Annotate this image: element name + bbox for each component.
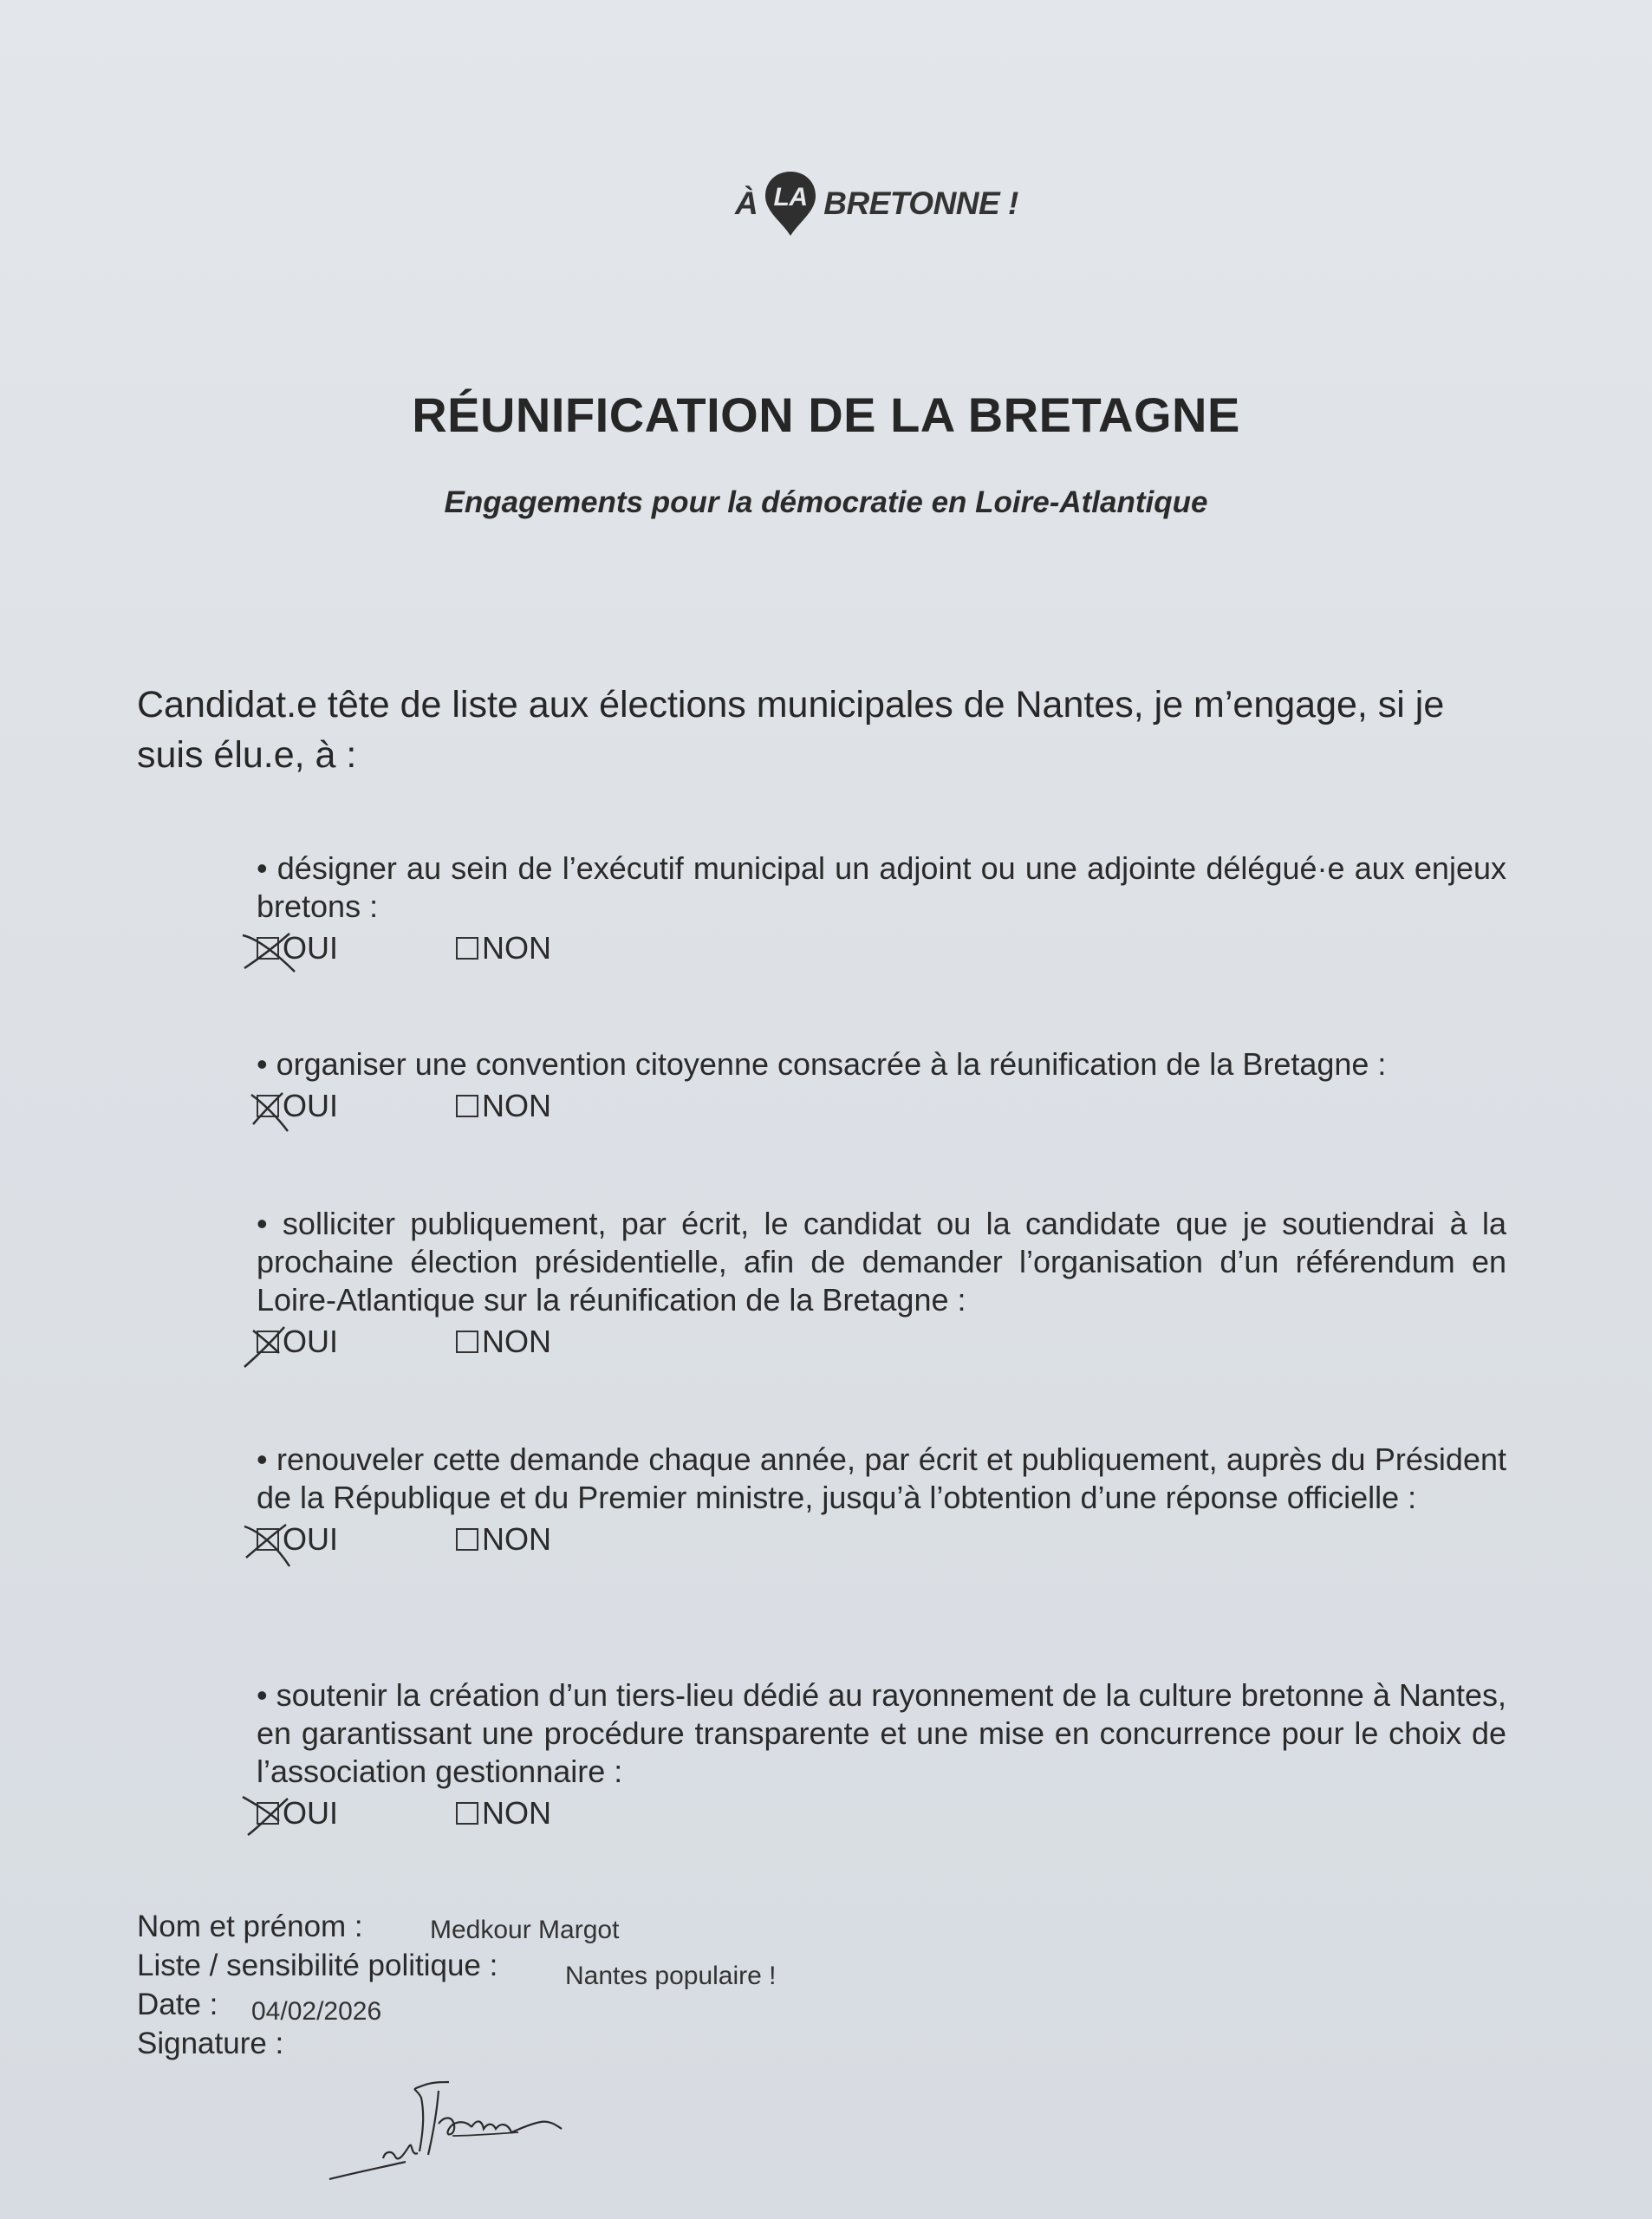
- page-title: RÉUNIFICATION DE LA BRETAGNE: [412, 387, 1240, 442]
- oui-label: OUI: [283, 1521, 339, 1557]
- non-checkbox[interactable]: [456, 1528, 478, 1551]
- oui-option[interactable]: [257, 1794, 456, 1832]
- brand-logo: [735, 170, 1018, 238]
- list-value[interactable]: Nantes populaire !: [565, 1962, 777, 1990]
- logo-pin-text: LA: [773, 183, 808, 211]
- oui-checkbox[interactable]: [257, 1802, 279, 1825]
- non-checkbox[interactable]: [456, 1095, 478, 1117]
- logo-suffix: BRETONNE !: [823, 185, 1018, 221]
- non-option[interactable]: [456, 1323, 551, 1361]
- cross-mark-icon: [241, 1084, 302, 1133]
- handwritten-signature: [322, 2072, 582, 2193]
- commitment-item: [257, 1045, 1506, 1127]
- name-value[interactable]: Medkour Margot: [430, 1916, 620, 1944]
- signature-label: Signature :: [137, 2027, 284, 2060]
- oui-label: OUI: [283, 1088, 339, 1123]
- candidate-fields: [137, 1907, 1264, 2063]
- answer-options: [257, 1085, 1506, 1127]
- logo-prefix: À: [735, 185, 758, 221]
- commitment-item: [257, 849, 1506, 969]
- oui-label: OUI: [283, 1795, 339, 1831]
- intro-paragraph: Candidat.e tête de liste aux élections municipales de Nantes, je m’engage, si je suis élu.e, à :: [137, 684, 1445, 776]
- page-subtitle: Engagements pour la démocratie en Loire-Atlantique: [444, 485, 1208, 519]
- date-label: Date :: [137, 1988, 218, 2021]
- commitment-text: • soutenir la création d’un tiers-lieu dédié au rayonnement de la culture bretonne à Nantes, en garantissant une procédure transparente et une mise en concurrence pour le choix de l’association gestionnaire :: [257, 1677, 1506, 1789]
- oui-label: OUI: [283, 930, 339, 966]
- non-checkbox[interactable]: [456, 937, 478, 960]
- signature-row: [137, 2024, 1264, 2063]
- commitment-item: [257, 1676, 1506, 1834]
- answer-options: [257, 1321, 1506, 1363]
- non-label: NON: [482, 1088, 551, 1123]
- oui-checkbox[interactable]: [257, 1528, 279, 1551]
- cross-mark-icon: [241, 1518, 302, 1566]
- non-option[interactable]: [456, 929, 551, 967]
- commitment-text: • désigner au sein de l’exécutif municipal un adjoint ou une adjointe délégué·e aux enjeux bretons :: [257, 850, 1506, 924]
- oui-checkbox[interactable]: [257, 1095, 279, 1117]
- oui-option[interactable]: [257, 1087, 456, 1125]
- date-row: [137, 1985, 1264, 2024]
- date-value[interactable]: 04/02/2026: [251, 1997, 382, 2026]
- commitment-text: • solliciter publiquement, par écrit, le candidat ou la candidate que je soutiendrai à la prochaine élection présidentielle, afin de demander l’organisation d’un référendum en Loire-Atlantique sur la réunification de la Bretagne :: [257, 1206, 1506, 1318]
- oui-option[interactable]: [257, 929, 456, 967]
- commitment-text: • organiser une convention citoyenne consacrée à la réunification de la Bretagne :: [257, 1046, 1387, 1082]
- map-pin-icon: [763, 170, 818, 238]
- oui-label: OUI: [283, 1324, 339, 1359]
- list-row: [137, 1946, 1264, 1990]
- cross-mark-icon: [241, 1320, 302, 1369]
- answer-options: [257, 927, 1506, 969]
- non-label: NON: [482, 1324, 551, 1359]
- commitment-text: • renouveler cette demande chaque année, par écrit et publiquement, auprès du Président de la République et du Premier ministre, jusqu’à l’obtention d’une réponse officielle :: [257, 1441, 1506, 1515]
- oui-option[interactable]: [257, 1520, 456, 1559]
- non-label: NON: [482, 1795, 551, 1831]
- commitment-item: [257, 1441, 1506, 1560]
- name-row: [137, 1907, 1264, 1946]
- oui-option[interactable]: [257, 1323, 456, 1361]
- non-label: NON: [482, 1521, 551, 1557]
- cross-mark-icon: [241, 1792, 302, 1840]
- non-checkbox[interactable]: [456, 1331, 478, 1353]
- non-label: NON: [482, 930, 551, 966]
- answer-options: [257, 1519, 1506, 1560]
- non-option[interactable]: [456, 1087, 551, 1125]
- non-checkbox[interactable]: [456, 1802, 478, 1825]
- list-label: Liste / sensibilité politique :: [137, 1949, 498, 1982]
- cross-mark-icon: [241, 927, 302, 975]
- name-label: Nom et prénom :: [137, 1910, 363, 1943]
- oui-checkbox[interactable]: [257, 1331, 279, 1353]
- commitment-item: [257, 1205, 1506, 1363]
- oui-checkbox[interactable]: [257, 937, 279, 960]
- non-option[interactable]: [456, 1794, 551, 1832]
- non-option[interactable]: [456, 1520, 551, 1559]
- answer-options: [257, 1793, 1506, 1834]
